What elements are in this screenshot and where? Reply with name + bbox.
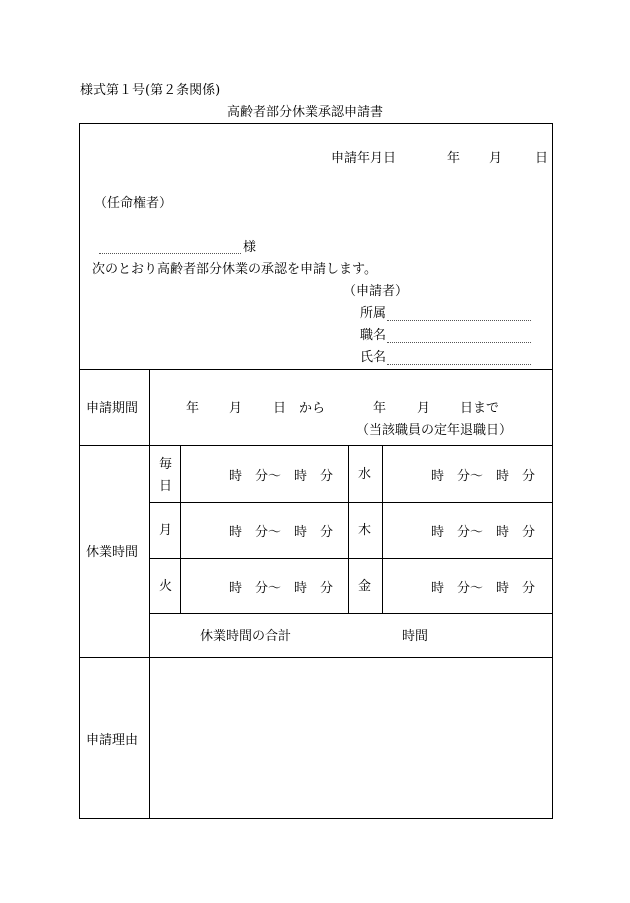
applicant-label: （申請者） [343,284,409,299]
day-label-thu: 木 [358,523,372,538]
time-range-field: 時 分～ 時 分 [430,468,535,484]
period-month: 月 [229,401,243,416]
name-label: 氏名 [360,350,387,365]
form-number: 様式第１号(第２条関係) [80,83,221,98]
position-line [387,342,531,343]
appointer-name-line [99,253,241,254]
appointer-label: （任命権者） [94,196,173,211]
position-label: 職名 [360,328,387,343]
day-label-wed: 水 [358,467,372,482]
day-label-tue: 火 [159,579,173,594]
form-title: 高齢者部分休業承認申請書 [227,105,384,120]
affiliation-label: 所属 [360,306,387,321]
affiliation-line [387,320,531,321]
sama-label: 様 [243,240,257,255]
date-day: 日 [535,151,549,166]
label-column-divider [149,369,150,818]
total-hours-label: 時間 [402,629,429,644]
period-day-to: 日まで [460,401,500,416]
time-range-field: 時 分～ 時 分 [228,525,333,540]
reason-label: 申請理由 [86,733,139,748]
day-label-mon: 月 [159,523,173,538]
leave-time-label: 休業時間 [86,545,139,560]
mid-column-divider [348,445,349,613]
application-date-label: 申請年月日 [331,151,397,166]
name-line [387,364,531,365]
day-label-fri: 金 [358,579,372,594]
date-month: 月 [489,151,503,166]
request-text: 次のとおり高齢者部分休業の承認を申請します。 [92,262,377,277]
day-label-every: 毎 [159,457,173,472]
period-year: 年 [186,401,200,416]
date-year: 年 [447,151,461,166]
time-range-field: 時 分～ 時 分 [430,525,535,540]
time-range-field: 時 分～ 時 分 [228,468,333,484]
period-year-end: 年 [373,401,387,416]
time-range-field: 時 分～ 時 分 [430,580,535,596]
period-note: （当該職員の定年退職日） [356,423,513,438]
day-label-every: 日 [159,479,173,494]
total-leave-label: 休業時間の合計 [200,629,292,644]
time-range-field: 時 分～ 時 分 [228,580,333,596]
row-divider [150,613,552,614]
period-month-end: 月 [417,401,431,416]
period-label: 申請期間 [86,401,139,416]
period-day-from: 日 から [273,401,326,416]
